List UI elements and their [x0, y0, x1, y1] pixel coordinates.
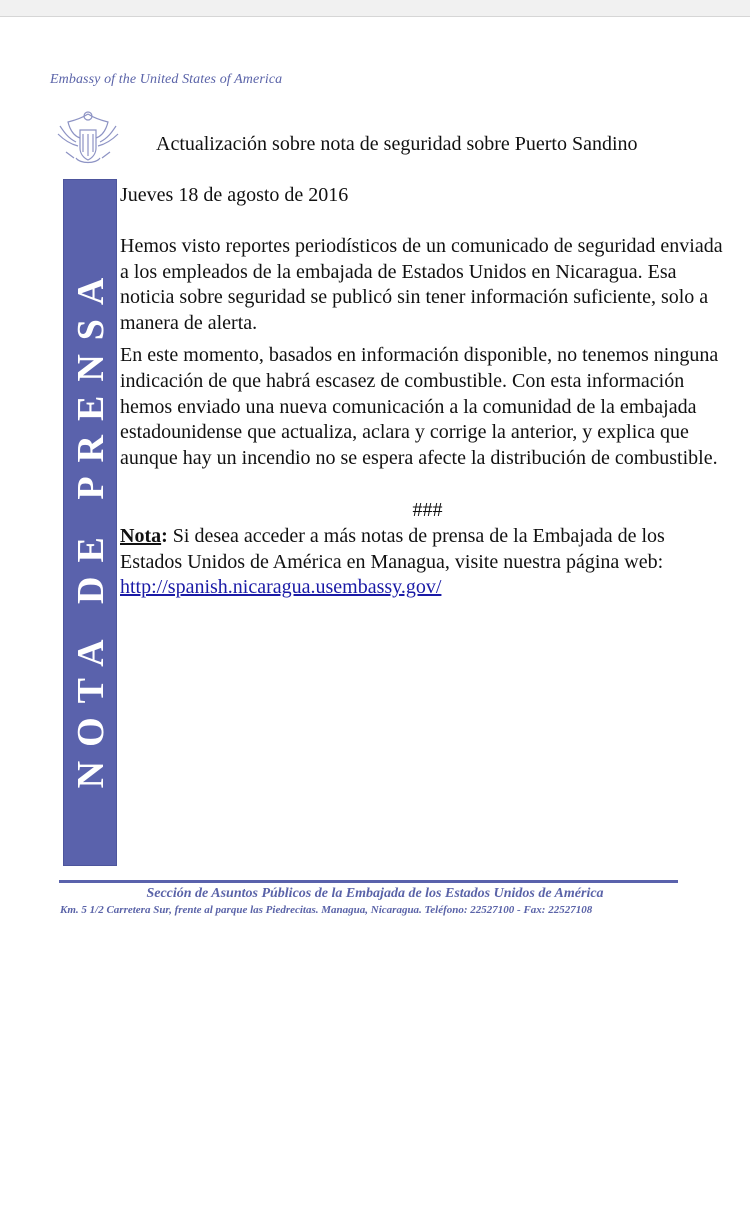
release-date: Jueves 18 de agosto de 2016 — [120, 184, 349, 206]
note-colon: : — [161, 524, 168, 547]
footer-address: Km. 5 1/2 Carretera Sur, frente al parque las Piedrecitas. Managua, Nicaragua. Teléfono: 22527100 - Fax: 22527108 — [60, 904, 593, 916]
document-body — [120, 183, 730, 601]
paragraph-1: Hemos visto reportes periodísticos de un comunicado de seguridad enviada a los empleados de la embajada de Estados Unidos en Nicaragua. Esa noticia sobre seguridad se publicó sin tener información suficiente, solo a manera de alerta. — [120, 234, 723, 335]
great-seal-icon — [54, 108, 122, 168]
note-text: Si desea acceder a más notas de prensa de la Embajada de los Estados Unidos de América en Managua, visite nuestra página web: — [120, 524, 665, 573]
embassy-website-link[interactable]: http://spanish.nicaragua.usembassy.gov/ — [120, 576, 442, 599]
embassy-header: Embassy of the United States of America — [50, 72, 283, 87]
sidebar-label: NOTA DE PRENSA — [70, 263, 112, 789]
end-separator: ### — [412, 498, 443, 521]
viewer-top-bar — [0, 0, 750, 17]
footer-divider — [59, 880, 678, 883]
paragraph-2: En este momento, basados en información disponible, no tenemos ninguna indicación de que habrá escasez de combustible. Con esta información hemos enviado una nueva comunicación a la comunidad de la embajada estadounidense que actualiza, aclara y corrige la anterior, y explica que aunque hay un incendio no se espera afecte la distribución de combustible. — [120, 343, 719, 470]
note-label: Nota — [120, 524, 162, 547]
document-title: Actualización sobre nota de seguridad sobre Puerto Sandino — [156, 133, 638, 155]
note-paragraph — [120, 524, 730, 601]
footer-office: Sección de Asuntos Públicos de la Embajada de los Estados Unidos de América — [146, 886, 604, 901]
